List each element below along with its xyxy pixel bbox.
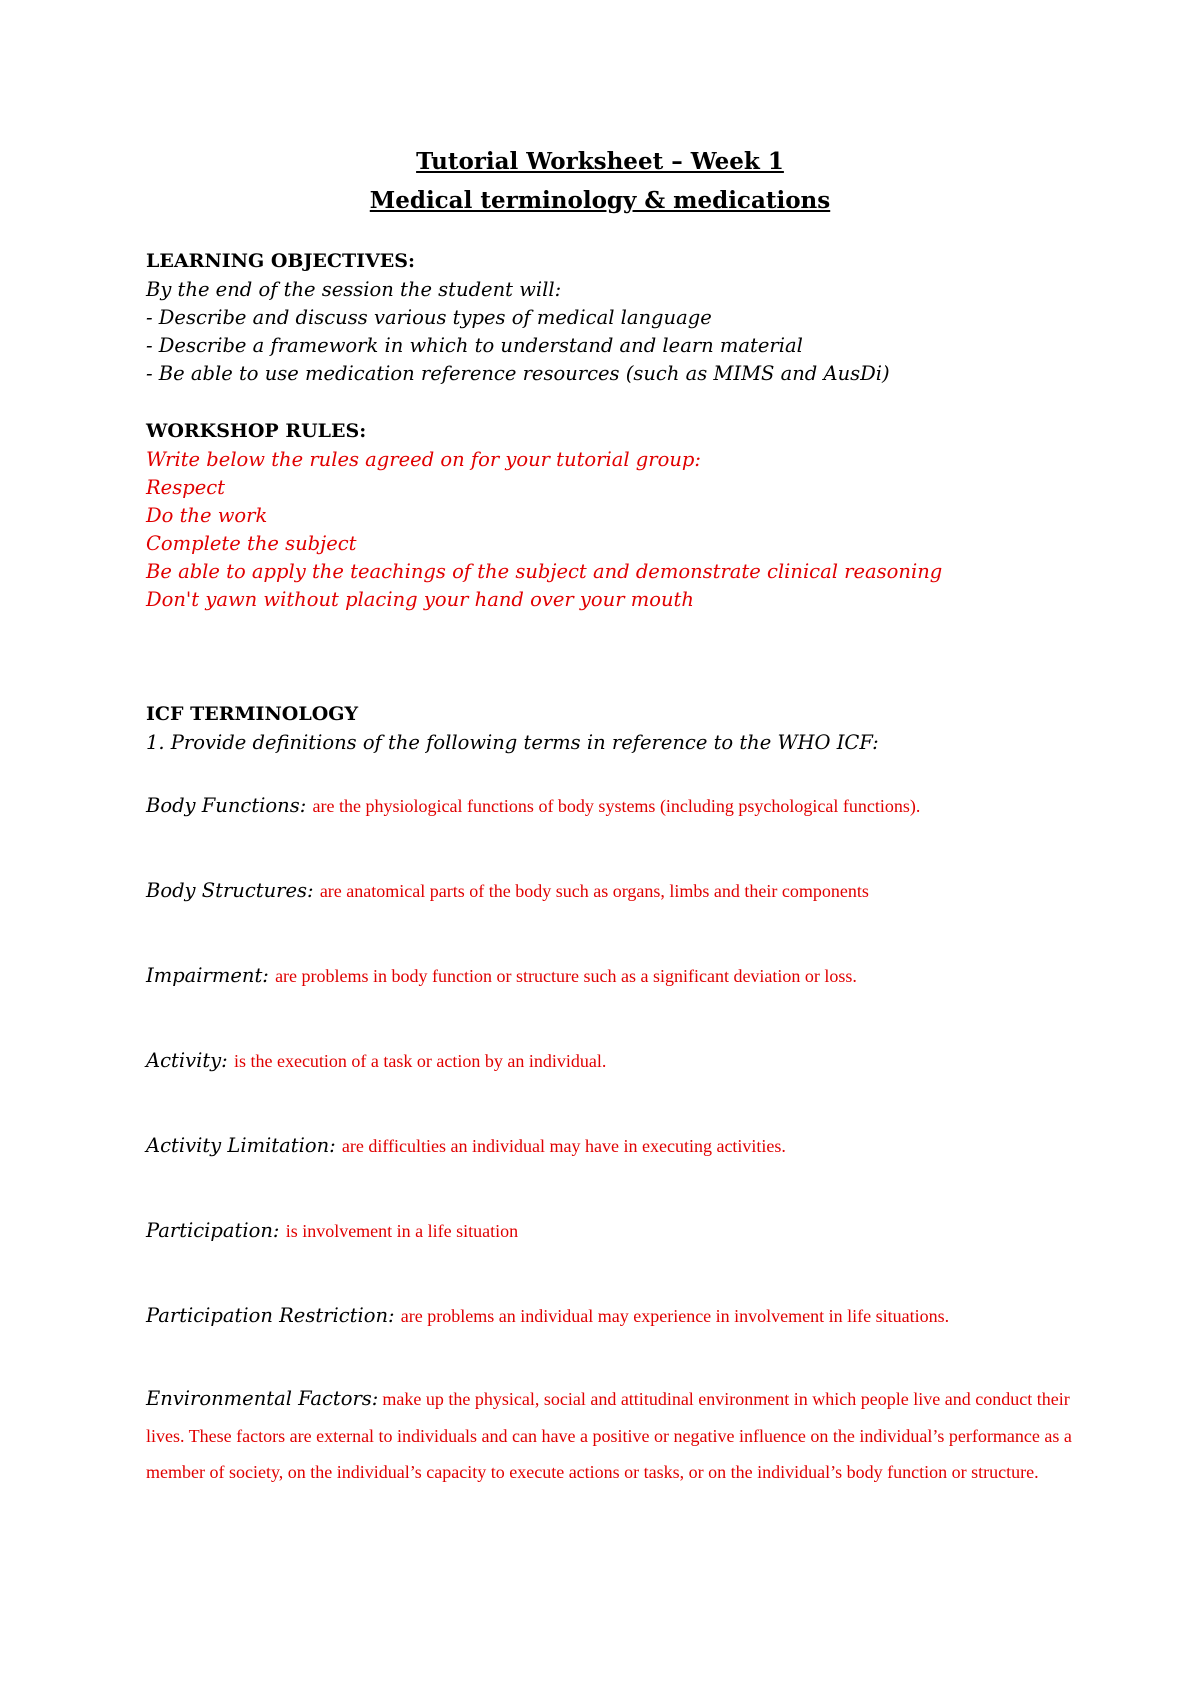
document-subtitle: Medical terminology & medications xyxy=(369,187,831,214)
definition-term: Environmental Factors: xyxy=(146,1387,379,1410)
definition-environmental-factors xyxy=(146,1382,1076,1492)
definition-body-structures xyxy=(146,879,869,902)
definition-answer: is involvement in a life situation xyxy=(285,1221,519,1241)
definition-answer: are anatomical parts of the body such as organs, limbs and their components xyxy=(319,881,869,901)
definition-term: Impairment: xyxy=(146,964,269,987)
definition-activity-limitation xyxy=(146,1134,786,1157)
rules-intro: Write below the rules agreed on for your tutorial group: xyxy=(146,448,701,471)
workshop-rules-heading: WORKSHOP RULES: xyxy=(146,420,367,442)
rule-item: Respect xyxy=(146,476,226,499)
definition-answer: are problems an individual may experience in involvement in life situations. xyxy=(400,1306,950,1326)
icf-question: 1. Provide definitions of the following terms in reference to the WHO ICF: xyxy=(146,731,879,754)
definition-term: Activity: xyxy=(146,1049,228,1072)
definition-impairment xyxy=(146,964,857,987)
definition-answer: are problems in body function or structure such as a significant deviation or loss. xyxy=(275,966,857,986)
definition-answer: are the physiological functions of body systems (including psychological functions). xyxy=(312,796,921,816)
definition-term: Participation: xyxy=(146,1219,280,1242)
rule-item: Be able to apply the teachings of the subject and demonstrate clinical reasoning xyxy=(146,560,943,583)
rule-item: Don't yawn without placing your hand over your mouth xyxy=(146,588,694,611)
definition-answer: make up the physical, social and attitudinal environment in which people live and conduct their lives. These factors are external to individuals and can have a positive or negative influence on the individual’s performance as a member of society, on the individual’s capacity to execute actions or tasks, or on the individual’s body function or structure. xyxy=(146,1389,1072,1482)
definition-participation xyxy=(146,1219,518,1242)
definition-answer: is the execution of a task or action by an individual. xyxy=(233,1051,607,1071)
objective-item: - Describe and discuss various types of medical language xyxy=(146,306,712,329)
definition-term: Activity Limitation: xyxy=(146,1134,336,1157)
objective-item: - Be able to use medication reference resources (such as MIMS and AusDi) xyxy=(146,362,890,385)
definition-activity xyxy=(146,1049,606,1072)
icf-heading: ICF TERMINOLOGY xyxy=(146,703,359,725)
definition-participation-restriction xyxy=(146,1304,949,1327)
definition-body-functions xyxy=(146,794,920,817)
document-title: Tutorial Worksheet – Week 1 xyxy=(416,148,784,175)
rule-item: Complete the subject xyxy=(146,532,357,555)
learning-objectives-heading: LEARNING OBJECTIVES: xyxy=(146,250,416,272)
objective-item: - Describe a framework in which to understand and learn material xyxy=(146,334,803,357)
rule-item: Do the work xyxy=(146,504,268,527)
definition-term: Body Structures: xyxy=(146,879,314,902)
definition-term: Body Functions: xyxy=(146,794,307,817)
definition-term: Participation Restriction: xyxy=(146,1304,395,1327)
objective-intro: By the end of the session the student will: xyxy=(146,278,562,301)
definition-answer: are difficulties an individual may have in executing activities. xyxy=(341,1136,786,1156)
